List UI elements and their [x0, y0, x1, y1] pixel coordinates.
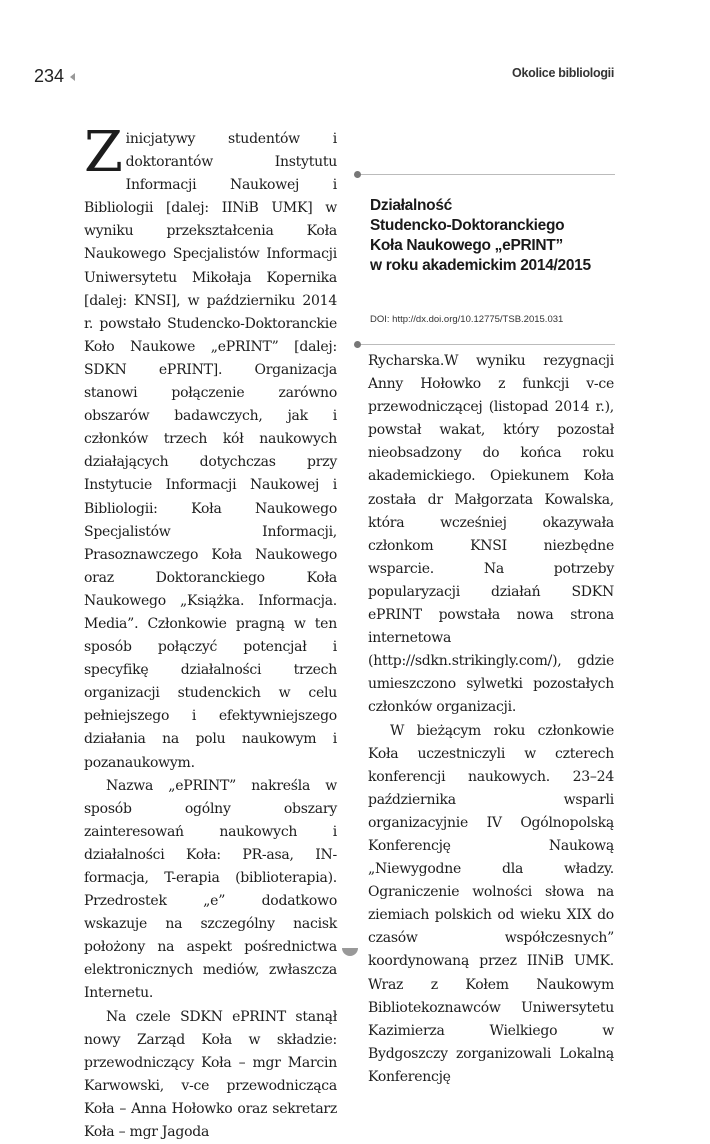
paragraph-5: W bieżącym roku członkowie Koła uczestniczyli w czterech konferencji naukowych. 23–24 października wsparli organizacyjnie IV Ogólnopolską Konferencję Naukową „Niewygodne dla władzy. Ograniczenie wolności słowa na ziemiach polskich od wieku XIX do czasów współczesnych” koordynowaną przez IINiB UMK. Wraz z Kołem Naukowym Bibliotekoznawców Uniwersytetu Kazimierza Wielkiego w Bydgoszczy zorganizowali Lokalną Konferencję	[368, 722, 614, 1085]
doi-link[interactable]: DOI: http://dx.doi.org/10.12775/TSB.2015.031	[370, 314, 564, 325]
page-marker-icon	[70, 73, 75, 81]
article-title-line: Działalność	[370, 197, 452, 214]
paragraph-2: Nazwa „ePRINT” nakreśla w sposób ogólny obszary zainteresowań naukowych i działalności Koła: PR-asa, IN-formacja, T-erapia (biblioterapia). Przedrostek „e” dodatkowo wskazuje na szczególny nacisk położony na aspekt pośrednictwa elektronicznych mediów, zwłaszcza Internetu.	[84, 777, 337, 1002]
right-column	[368, 350, 614, 1089]
paragraph-3: Na czele SDKN ePRINT stanął nowy Zarząd Koła w składzie: przewodniczący Koła – mgr Marcin Karwowski, v-ce przewodnicząca Koła – Anna Hołowko oraz sekretarz Koła – mgr Jagoda	[84, 1008, 337, 1141]
dropcap: Z	[84, 120, 123, 185]
paragraph-1	[84, 120, 337, 775]
article-title-line: Studencko-Doktoranckiego	[370, 217, 565, 234]
article-title	[370, 196, 620, 276]
page-bottom-tab-icon	[342, 948, 358, 956]
rule-dot-icon	[354, 171, 361, 178]
running-title: Okolice bibliologii	[512, 66, 614, 80]
page-number	[34, 66, 75, 87]
title-top-rule	[357, 174, 615, 175]
article-title-line: w roku akademickim 2014/2015	[370, 257, 591, 274]
article-title-line: Koła Naukowego „ePRINT”	[370, 237, 563, 254]
title-bottom-rule	[357, 344, 615, 345]
paragraph-4: Rycharska.W wyniku rezygnacji Anny Hołowko z funkcji v-ce przewodniczącej (listopad 2014 r.), powstał wakat, który pozostał nieobsadzony do końca roku akademickiego. Opiekunem Koła została dr Małgorzata Kowalska, która wcześniej okazywała członkom KNSI niezbędne wsparcie. Na potrzeby popularyzacji działań SDKN ePRINT powstała nowa strona internetowa (http://sdkn.strikingly.com/), gdzie umieszczono sylwetki pozostałych członków organizacji.	[368, 353, 614, 716]
paragraph-1-text: inicjatywy studentów i doktorantów Instytutu Informacji Naukowej i Bibliologii [dalej: IINiB UMK] w wyniku przekształcenia Koła Naukowego Specjalistów Informacji Uniwersytetu Mikołaja Kopernika [dalej: KNSI], w październiku 2014 r. powstało Studencko-Doktoranckie Koło Naukowe „ePRINT” [dalej: SDKN ePRINT]. Organizacja stanowi połączenie zarówno obszarów badawczych, jak i członków trzech kół naukowych działających dotychczas przy Instytucie Informacji Naukowej i Bibliologii: Koła Naukowego Specjalistów Informacji, Prasoznawczego Koła Naukowego oraz Doktoranckiego Koła Naukowego „Książka. Informacja. Media”. Członkowie pragną w ten sposób połączyć potencjał i specyfikę działalności trzech organizacji studenckich w celu pełniejszego i efektywniejszego działania na polu naukowym i pozanaukowym.	[84, 131, 337, 771]
page-number-text: 234	[34, 66, 65, 86]
left-column	[84, 120, 337, 1144]
rule-dot-icon	[354, 341, 361, 348]
